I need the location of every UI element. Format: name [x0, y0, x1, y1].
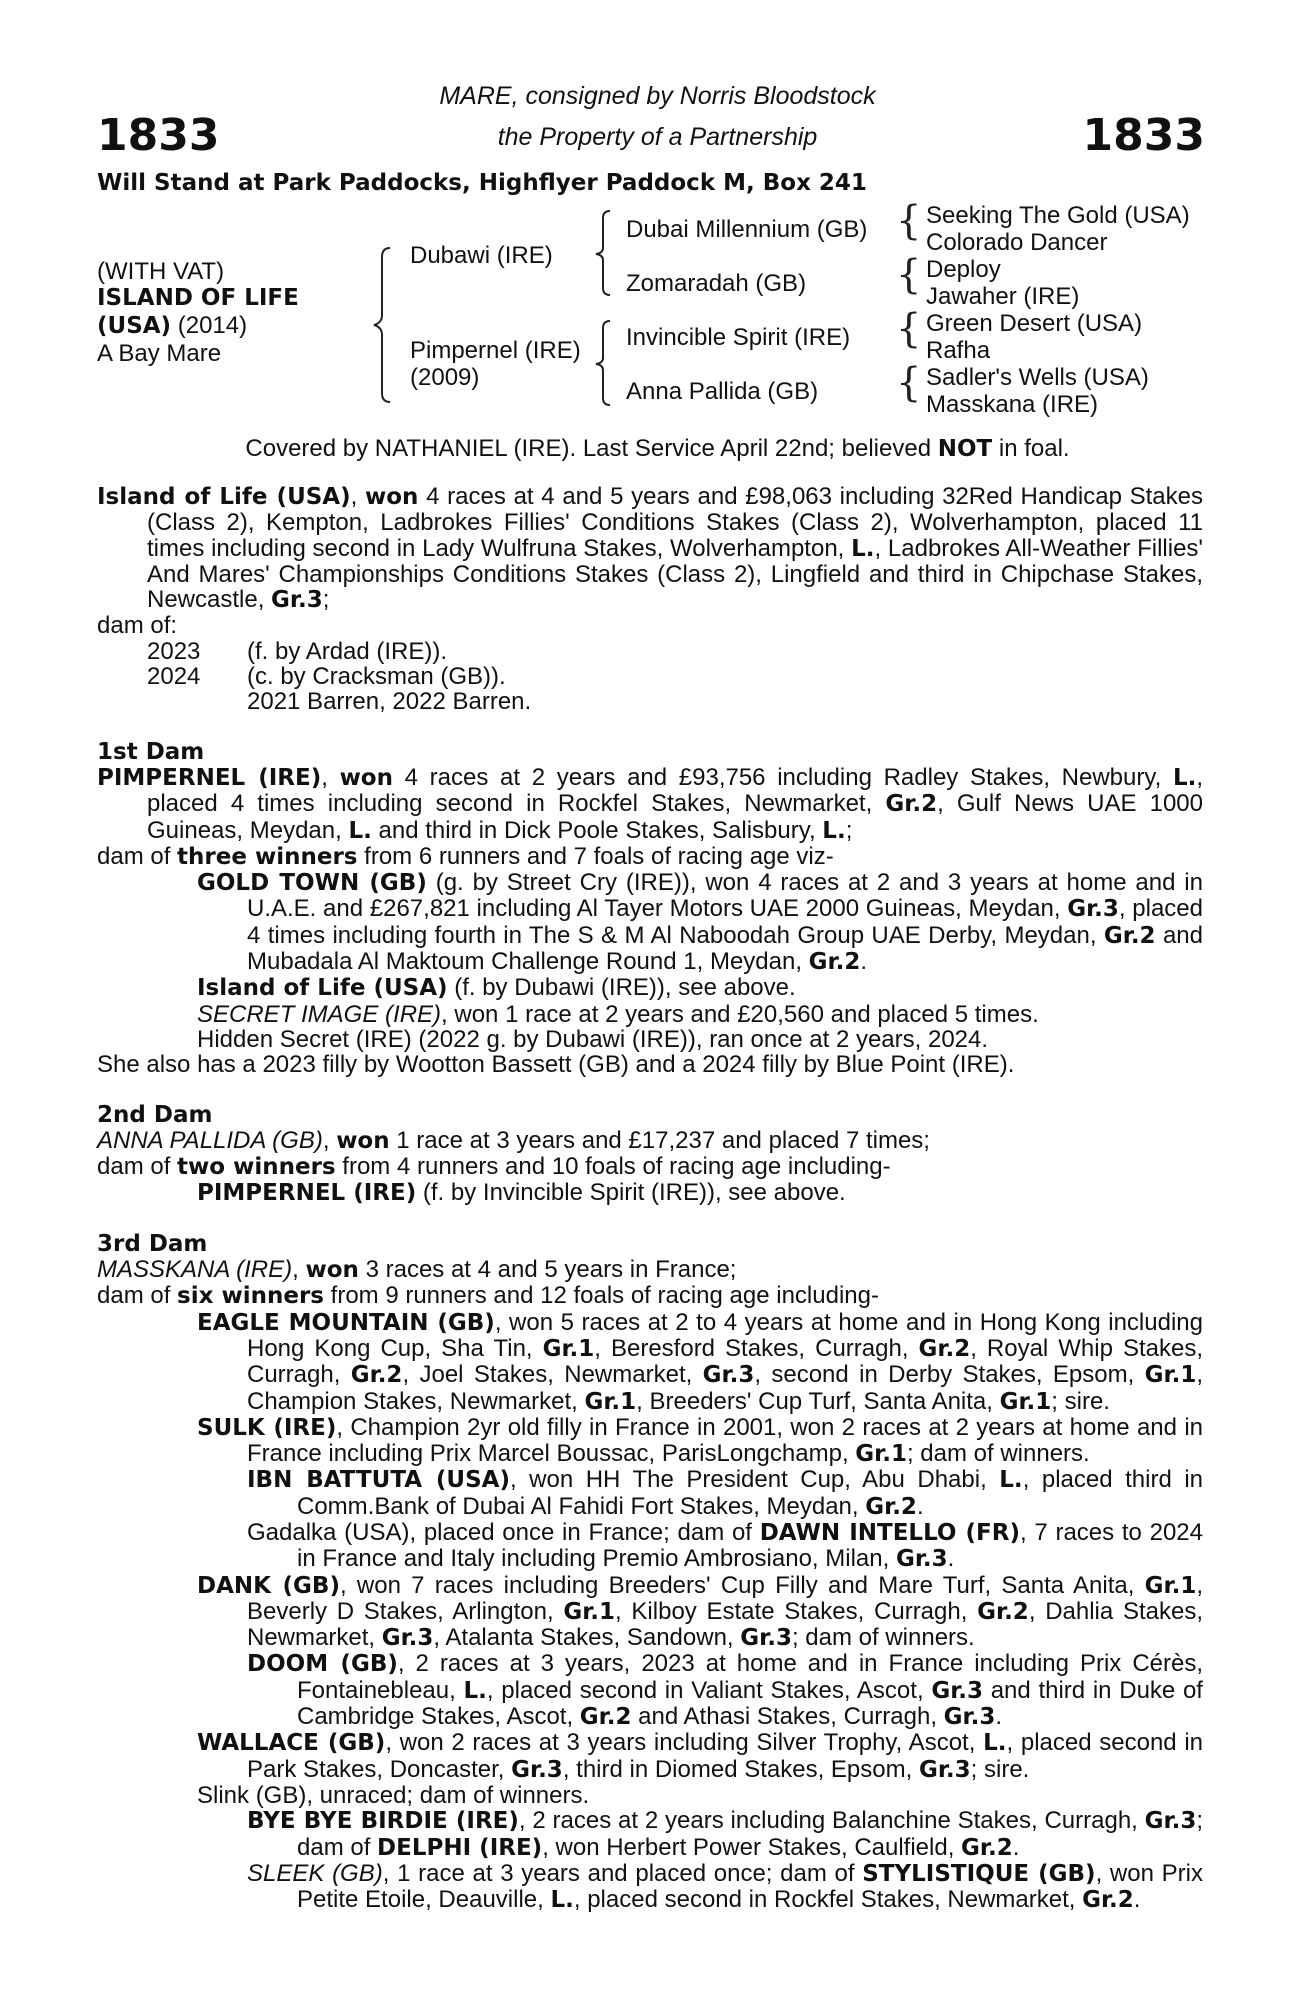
- third-dam-record: MASSKANA (IRE), won 3 races at 4 and 5 years in France;: [97, 1256, 737, 1284]
- grand-progeny-ibn-battuta: IBN BATTUTA (USA), won HH The President Cup, Abu Dhabi, L., placed third in Comm.Bank of Dubai Al Fahidi Fort Stakes, Meydan, Gr.2.: [247, 1466, 1204, 1520]
- progeny-wallace: WALLACE (GB), won 2 races at 3 years including Silver Trophy, Ascot, L., placed second in Park Stakes, Doncaster, Gr.3, third in Diomed Stakes, Epsom, Gr.3; sire.: [197, 1729, 1204, 1783]
- third-dam-produce-summary: dam of six winners from 9 runners and 12 foals of racing age including-: [97, 1282, 879, 1310]
- ped-ssd: Colorado Dancer: [926, 229, 1108, 256]
- progeny-secret-image: SECRET IMAGE (IRE), won 1 race at 2 years and £20,560 and placed 5 times.: [197, 1000, 1039, 1028]
- catalogue-body: [97, 484, 1203, 1913]
- first-dam-also: She also has a 2023 filly by Wootton Bassett (GB) and a 2024 filly by Blue Point (IRE).: [97, 1051, 1015, 1079]
- lot-number-right: 1833: [1082, 110, 1205, 161]
- progeny-eagle-mountain: EAGLE MOUNTAIN (GB), won 5 races at 2 to 4 years at home and in Hong Kong including Hong Kong Cup, Sha Tin, Gr.1, Beresford Stakes, Curragh, Gr.2, Royal Whip Stakes, Curragh, Gr.2, Joel Stakes, Newmarket, Gr.3, second in Derby Stakes, Epsom, Gr.1, Champion Stakes, Newmarket, Gr.1, Breeders' Cup Turf, Santa Anita, Gr.1; sire.: [197, 1308, 1204, 1415]
- first-dam-heading: 1st Dam: [97, 738, 205, 765]
- grand-progeny-bye-bye-birdie: BYE BYE BIRDIE (IRE), 2 races at 2 years including Balanchine Stakes, Curragh, Gr.3; dam of DELPHI (IRE), won Herbert Power Stakes, Caulfield, Gr.2.: [247, 1807, 1203, 1861]
- brace-dd: {: [896, 360, 922, 406]
- ped-sss: Seeking The Gold (USA): [926, 202, 1190, 229]
- ped-sdd: Jawaher (IRE): [926, 283, 1080, 310]
- second-dam-heading: 2nd Dam: [97, 1101, 213, 1128]
- third-dam-heading: 3rd Dam: [97, 1230, 208, 1257]
- progeny-island-of-life: Island of Life (USA) (f. by Dubawi (IRE)), see above.: [197, 974, 796, 1002]
- horse-year: (2014): [171, 312, 248, 339]
- first-dam-record: PIMPERNEL (IRE), won 4 races at 2 years and £93,756 including Radley Stakes, Newbury, L., placed 4 times including second in Rockfel Stakes, Newmarket, Gr.2, Gulf News UAE 1000 Guineas, Meydan, L. and third in Dick Poole Stakes, Salisbury, L.;: [97, 763, 1204, 844]
- ped-dam-year: (2009): [410, 364, 480, 391]
- grand-progeny-sleek: SLEEK (GB), 1 race at 3 years and placed once; dam of STYLISTIQUE (GB), won Prix Petite Etoile, Deauville, L., placed second in Rockfel Stakes, Newmarket, Gr.2.: [247, 1859, 1203, 1914]
- ped-sds: Deploy: [926, 256, 1001, 283]
- ped-sire-sire: Dubai Millennium (GB): [626, 216, 868, 243]
- horse-name: ISLAND OF LIFE: [97, 285, 299, 311]
- barren-row: 2021 Barren, 2022 Barren.: [247, 688, 532, 716]
- pedigree-brace-dam: [588, 318, 618, 408]
- pedigree-brace-main: [360, 245, 410, 405]
- ped-dss: Green Desert (USA): [926, 310, 1143, 337]
- ped-sire-dam: Zomaradah (GB): [626, 270, 807, 297]
- dam-of-label: dam of:: [97, 612, 178, 640]
- progeny-slink: Slink (GB), unraced; dam of winners.: [197, 1781, 590, 1809]
- grand-progeny-doom: DOOM (GB), 2 races at 3 years, 2023 at home and in France including Prix Cérès, Fontainebleau, L., placed second in Valiant Stakes, Ascot, Gr.3 and third in Duke of Cambridge Stakes, Ascot, Gr.2 and Athasi Stakes, Curragh, Gr.3.: [247, 1650, 1204, 1731]
- horse-identity: [97, 258, 299, 367]
- lot-number-left: 1833: [97, 110, 220, 161]
- ped-dam-dam: Anna Pallida (GB): [626, 378, 819, 405]
- produce-row: 2024 (c. by Cracksman (GB)).: [147, 663, 506, 691]
- ped-dsd: Rafha: [926, 337, 991, 364]
- progeny-gold-town: GOLD TOWN (GB) (g. by Street Cry (IRE)), won 4 races at 2 and 3 years at home and in U.A.E. and £267,821 including Al Tayer Motors UAE 2000 Guineas, Meydan, Gr.3, placed 4 times including fourth in The S & M Al Naboodah Group UAE Derby, Meydan, Gr.2 and Mubadala Al Maktoum Challenge Round 1, Meydan, Gr.2.: [197, 869, 1203, 976]
- second-dam-record: ANNA PALLIDA (GB), won 1 race at 3 years and £17,237 and placed 7 times;: [97, 1126, 930, 1154]
- ped-dam: Pimpernel (IRE): [410, 337, 581, 364]
- second-dam-produce-summary: dam of two winners from 4 runners and 10 foals of racing age including-: [97, 1153, 891, 1181]
- stand-location: Will Stand at Park Paddocks, Highflyer Paddock M, Box 241: [97, 170, 867, 196]
- horse-record: Island of Life (USA), won 4 races at 4 and 5 years and £98,063 including 32Red Handicap Stakes (Class 2), Kempton, Ladbrokes Fillies' Conditions Stakes (Class 2), Wolverhampton, placed 11 times including second in Lady Wulfruna Stakes, Wolverhampton, L., Ladbrokes All-Weather Fillies' And Mares' Championships Conditions Stakes (Class 2), Lingfield and third in Chipchase Stakes, Newcastle, Gr.3;: [97, 483, 1204, 614]
- produce-row: 2023 (f. by Ardad (IRE)).: [147, 637, 448, 665]
- brace-sd: {: [896, 252, 922, 298]
- covered-line: Covered by NATHANIEL (IRE). Last Service April 22nd; believed NOT in foal.: [245, 435, 1070, 462]
- progeny-hidden-secret: Hidden Secret (IRE) (2022 g. by Dubawi (IRE)), ran once at 2 years, 2024.: [197, 1025, 989, 1053]
- first-dam-produce-summary: dam of three winners from 6 runners and 7 foals of racing age viz-: [97, 842, 834, 870]
- progeny-dank: DANK (GB), won 7 races including Breeders' Cup Filly and Mare Turf, Santa Anita, Gr.1, Beverly D Stakes, Arlington, Gr.1, Kilboy Estate Stakes, Curragh, Gr.2, Dahlia Stakes, Newmarket, Gr.3, Atalanta Stakes, Sandown, Gr.3; dam of winners.: [197, 1571, 1204, 1652]
- pedigree-brace-sire: [588, 208, 618, 298]
- vat-note: (WITH VAT): [97, 258, 225, 285]
- ped-ddd: Masskana (IRE): [926, 391, 1099, 418]
- progeny-pimpernel: PIMPERNEL (IRE) (f. by Invincible Spirit (IRE)), see above.: [197, 1179, 846, 1207]
- property-line: the Property of a Partnership: [497, 123, 818, 151]
- brace-ds: {: [896, 306, 922, 352]
- ped-sire: Dubawi (IRE): [410, 242, 553, 269]
- ped-dam-sire: Invincible Spirit (IRE): [626, 324, 851, 351]
- consignor-line: MARE, consigned by Norris Bloodstock: [439, 82, 876, 110]
- grand-progeny-gadalka: Gadalka (USA), placed once in France; dam of DAWN INTELLO (FR), 7 races to 2024 in France and Italy including Premio Ambrosiano, Milan, Gr.3.: [247, 1518, 1203, 1573]
- brace-ss: {: [896, 198, 922, 244]
- horse-country: (USA): [97, 313, 172, 339]
- ped-dds: Sadler's Wells (USA): [926, 364, 1149, 391]
- progeny-sulk: SULK (IRE), Champion 2yr old filly in France in 2001, won 2 races at 2 years at home and in France including Prix Marcel Boussac, ParisLongchamp, Gr.1; dam of winners.: [197, 1413, 1203, 1468]
- horse-description: A Bay Mare: [97, 340, 222, 367]
